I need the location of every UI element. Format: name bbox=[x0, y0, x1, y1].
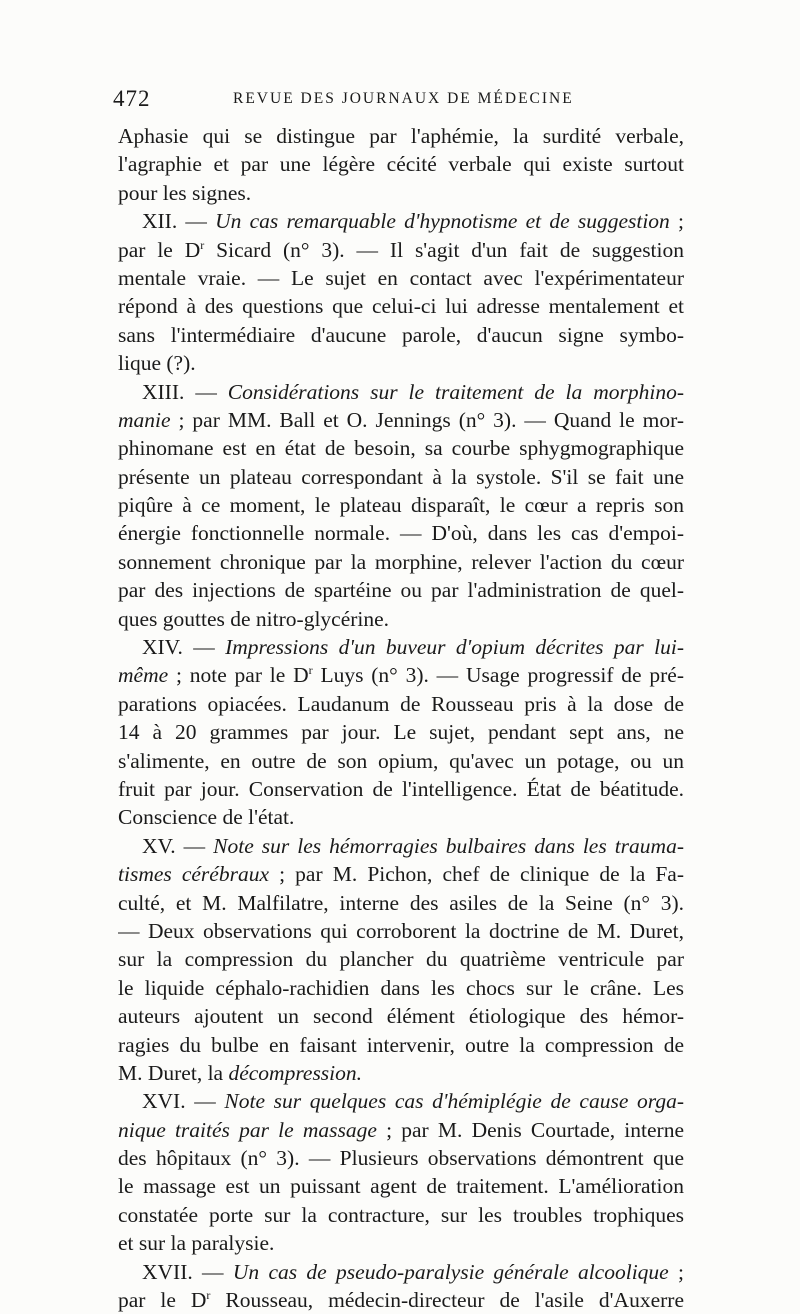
text-line: sur la compression du plancher du quatrième ventricule par bbox=[118, 947, 684, 972]
text-run: ; par MM. Ball et O. Jennings (n° 3). — Quand le mor- bbox=[170, 407, 684, 432]
text-line: des hôpitaux (n° 3). — Plusieurs observations démontrent que bbox=[118, 1146, 684, 1171]
text-run: par le D bbox=[118, 237, 201, 262]
text-line: culté, et M. Malfilatre, interne des asiles de la Seine (n° 3). bbox=[118, 890, 684, 915]
text-run: Rousseau, médecin-directeur de l'asile d'Auxerre bbox=[210, 1288, 684, 1313]
text-run: XII. — bbox=[142, 209, 216, 234]
text-run: par le D bbox=[118, 1288, 207, 1313]
page-header bbox=[113, 86, 673, 116]
text-run: XVII. — bbox=[142, 1259, 233, 1284]
text-line: lique (?). bbox=[118, 351, 196, 376]
text-line: le massage est un puissant agent de traitement. L'amélioration bbox=[118, 1174, 684, 1199]
italic-title: Un cas remarquable d'hypnotisme et de suggestion bbox=[215, 209, 670, 234]
text-run: XVI. — bbox=[142, 1089, 225, 1114]
text-line bbox=[118, 378, 684, 406]
text-line bbox=[118, 832, 684, 860]
text-line: l'agraphie et par une légère cécité verbale qui existe surtout bbox=[118, 152, 684, 177]
superscript: r bbox=[308, 663, 313, 678]
text-run: M. Duret, la bbox=[118, 1060, 229, 1085]
italic-title: décompression. bbox=[228, 1060, 363, 1085]
text-line: parations opiacées. Laudanum de Rousseau pris à la dose de bbox=[118, 691, 684, 716]
text-line bbox=[118, 406, 684, 434]
text-line: ques gouttes de nitro-glycérine. bbox=[118, 606, 390, 631]
page-number: 472 bbox=[113, 86, 151, 111]
text-line: par des injections de spartéine ou par l'administration de quel- bbox=[118, 578, 684, 603]
body-text bbox=[118, 122, 684, 1314]
text-run: XIV. — bbox=[142, 635, 226, 660]
text-run: Sicard (n° 3). — Il s'agit d'un fait de suggestion bbox=[204, 237, 684, 262]
text-line: constatée porte sur la contracture, sur les troubles trophiques bbox=[118, 1202, 684, 1227]
text-run: XV. — bbox=[142, 833, 214, 858]
text-run: ; par M. Denis Courtade, interne bbox=[376, 1117, 684, 1142]
text-line: mentale vraie. — Le sujet en contact avec l'expérimentateur bbox=[118, 265, 684, 290]
italic-title: manie bbox=[118, 407, 171, 432]
text-line: et sur la paralysie. bbox=[118, 1231, 275, 1256]
text-line: s'alimente, en outre de son opium, qu'avec un potage, ou un bbox=[118, 748, 684, 773]
text-line: piqûre à ce moment, le plateau disparaît, le cœur a repris son bbox=[118, 493, 684, 518]
text-line: sans l'intermédiaire d'aucune parole, d'aucun signe symbo- bbox=[118, 322, 684, 347]
text-line: présente un plateau correspondant à la systole. S'il se fait une bbox=[118, 464, 684, 489]
text-run: Luys (n° 3). — Usage progressif de pré- bbox=[312, 663, 684, 688]
text-line: Conscience de l'état. bbox=[118, 805, 295, 830]
superscript: r bbox=[206, 1288, 211, 1303]
text-run: ; bbox=[668, 1259, 684, 1284]
text-line bbox=[118, 1286, 684, 1314]
text-line: ragies du bulbe en faisant intervenir, outre la compression de bbox=[118, 1032, 684, 1057]
text-line bbox=[118, 1116, 684, 1144]
italic-title: même bbox=[118, 663, 169, 688]
text-line: 14 à 20 grammes par jour. Le sujet, pendant sept ans, ne bbox=[118, 720, 684, 745]
text-line bbox=[118, 661, 684, 689]
running-title: REVUE DES JOURNAUX DE MÉDECINE bbox=[233, 90, 574, 107]
text-line: pour les signes. bbox=[118, 180, 252, 205]
text-run: ; note par le D bbox=[168, 663, 309, 688]
italic-title: tismes cérébraux bbox=[118, 862, 270, 887]
text-line bbox=[118, 236, 684, 264]
text-run: ; bbox=[669, 209, 684, 234]
text-line: énergie fonctionnelle normale. — D'où, dans les cas d'empoi- bbox=[118, 521, 684, 546]
text-line bbox=[118, 1258, 684, 1286]
text-line: fruit par jour. Conservation de l'intelligence. État de béatitude. bbox=[118, 776, 684, 801]
text-line: auteurs ajoutent un second élément étiologique des hémor- bbox=[118, 1004, 684, 1029]
text-line bbox=[118, 1087, 684, 1115]
text-line: Aphasie qui se distingue par l'aphémie, la surdité verbale, bbox=[118, 124, 684, 148]
text-line bbox=[118, 1059, 684, 1087]
text-run: ; par M. Pichon, chef de clinique de la Fa- bbox=[269, 862, 684, 887]
text-line: phinomane est en état de besoin, sa courbe sphygmographique bbox=[118, 436, 684, 461]
italic-title: Un cas de pseudo-paralysie générale alcoolique bbox=[232, 1259, 669, 1284]
italic-title: nique traités par le massage bbox=[118, 1117, 377, 1142]
text-line: — Deux observations qui corroborent la doctrine de M. Duret, bbox=[118, 918, 684, 943]
text-line bbox=[118, 860, 684, 888]
superscript: r bbox=[200, 237, 205, 252]
text-line: répond à des questions que celui-ci lui adresse mentalement et bbox=[118, 294, 684, 319]
text-line bbox=[118, 207, 684, 235]
italic-title: Note sur quelques cas d'hémiplégie de cause orga- bbox=[224, 1089, 684, 1114]
italic-title: Considérations sur le traitement de la morphino- bbox=[227, 379, 684, 404]
italic-title: Note sur les hémorragies bulbaires dans les trauma- bbox=[213, 833, 684, 858]
text-line: sonnement chronique par la morphine, relever l'action du cœur bbox=[118, 549, 684, 574]
text-run: XIII. — bbox=[142, 379, 228, 404]
text-line bbox=[118, 633, 684, 661]
italic-title: Impressions d'un buveur d'opium décrites par lui- bbox=[225, 635, 684, 660]
text-line: le liquide céphalo-rachidien dans les chocs sur le crâne. Les bbox=[118, 975, 684, 1000]
